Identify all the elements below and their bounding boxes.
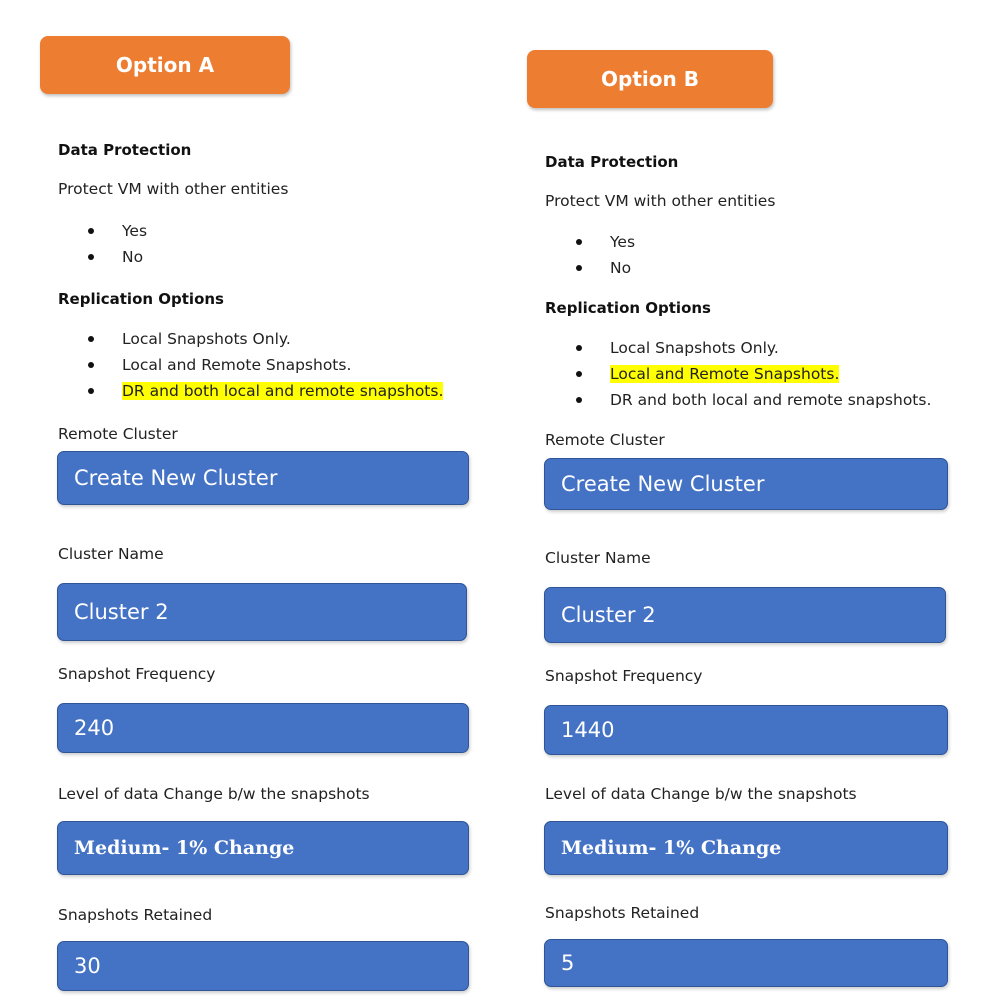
protect-vm-choices [88,218,147,270]
cluster-name-label: Cluster Name [545,549,651,567]
protect-vm-label: Protect VM with other entities [58,180,289,198]
replication-choice-local-only[interactable]: Local Snapshots Only. [576,335,931,361]
snapshots-retained-field[interactable]: 30 [57,941,469,991]
snapshot-frequency-field[interactable]: 1440 [544,705,948,755]
option-b-button[interactable]: Option B [527,50,773,108]
protect-choice-no[interactable]: No [88,244,147,270]
bullet-icon [88,362,94,368]
highlighted-choice: Local and Remote Snapshots. [610,365,840,383]
snapshots-retained-label: Snapshots Retained [58,906,213,924]
data-change-label: Level of data Change b/w the snapshots [58,785,370,803]
snapshot-frequency-label: Snapshot Frequency [545,667,703,685]
cluster-name-field[interactable]: Cluster 2 [544,587,946,643]
bullet-icon [88,388,94,394]
bullet-icon [88,228,94,234]
remote-cluster-label: Remote Cluster [58,425,178,443]
replication-choice-local-only[interactable]: Local Snapshots Only. [88,326,443,352]
replication-choice-local-remote[interactable]: Local and Remote Snapshots. [88,352,443,378]
data-change-field[interactable]: Medium- 1% Change [57,821,469,875]
replication-options-heading: Replication Options [545,299,711,317]
data-change-field[interactable]: Medium- 1% Change [544,821,948,875]
snapshots-retained-field[interactable]: 5 [544,939,948,987]
remote-cluster-label: Remote Cluster [545,431,665,449]
option-a-button[interactable]: Option A [40,36,290,94]
bullet-icon [576,265,582,271]
highlighted-choice: DR and both local and remote snapshots. [122,382,444,400]
bullet-icon [576,345,582,351]
remote-cluster-field[interactable]: Create New Cluster [544,458,948,510]
replication-choice-dr[interactable] [88,378,443,404]
protect-choice-yes[interactable]: Yes [576,229,635,255]
replication-choices [88,326,443,404]
protect-choice-no[interactable]: No [576,255,635,281]
protect-choice-yes[interactable]: Yes [88,218,147,244]
bullet-icon [576,397,582,403]
cluster-name-field[interactable]: Cluster 2 [57,583,467,641]
snapshot-frequency-field[interactable]: 240 [57,703,469,753]
protect-vm-label: Protect VM with other entities [545,192,776,210]
option-b-panel [490,0,1000,1000]
bullet-icon [576,239,582,245]
replication-options-heading: Replication Options [58,290,224,308]
replication-choice-local-remote[interactable] [576,361,931,387]
option-a-panel [0,0,490,1000]
data-protection-heading: Data Protection [58,141,192,159]
replication-choice-dr[interactable]: DR and both local and remote snapshots. [576,387,931,413]
bullet-icon [88,336,94,342]
protect-vm-choices [576,229,635,281]
data-change-label: Level of data Change b/w the snapshots [545,785,857,803]
snapshots-retained-label: Snapshots Retained [545,904,700,922]
bullet-icon [576,371,582,377]
remote-cluster-field[interactable]: Create New Cluster [57,451,469,505]
cluster-name-label: Cluster Name [58,545,164,563]
snapshot-frequency-label: Snapshot Frequency [58,665,216,683]
bullet-icon [88,254,94,260]
replication-choices [576,335,931,413]
data-protection-heading: Data Protection [545,153,679,171]
